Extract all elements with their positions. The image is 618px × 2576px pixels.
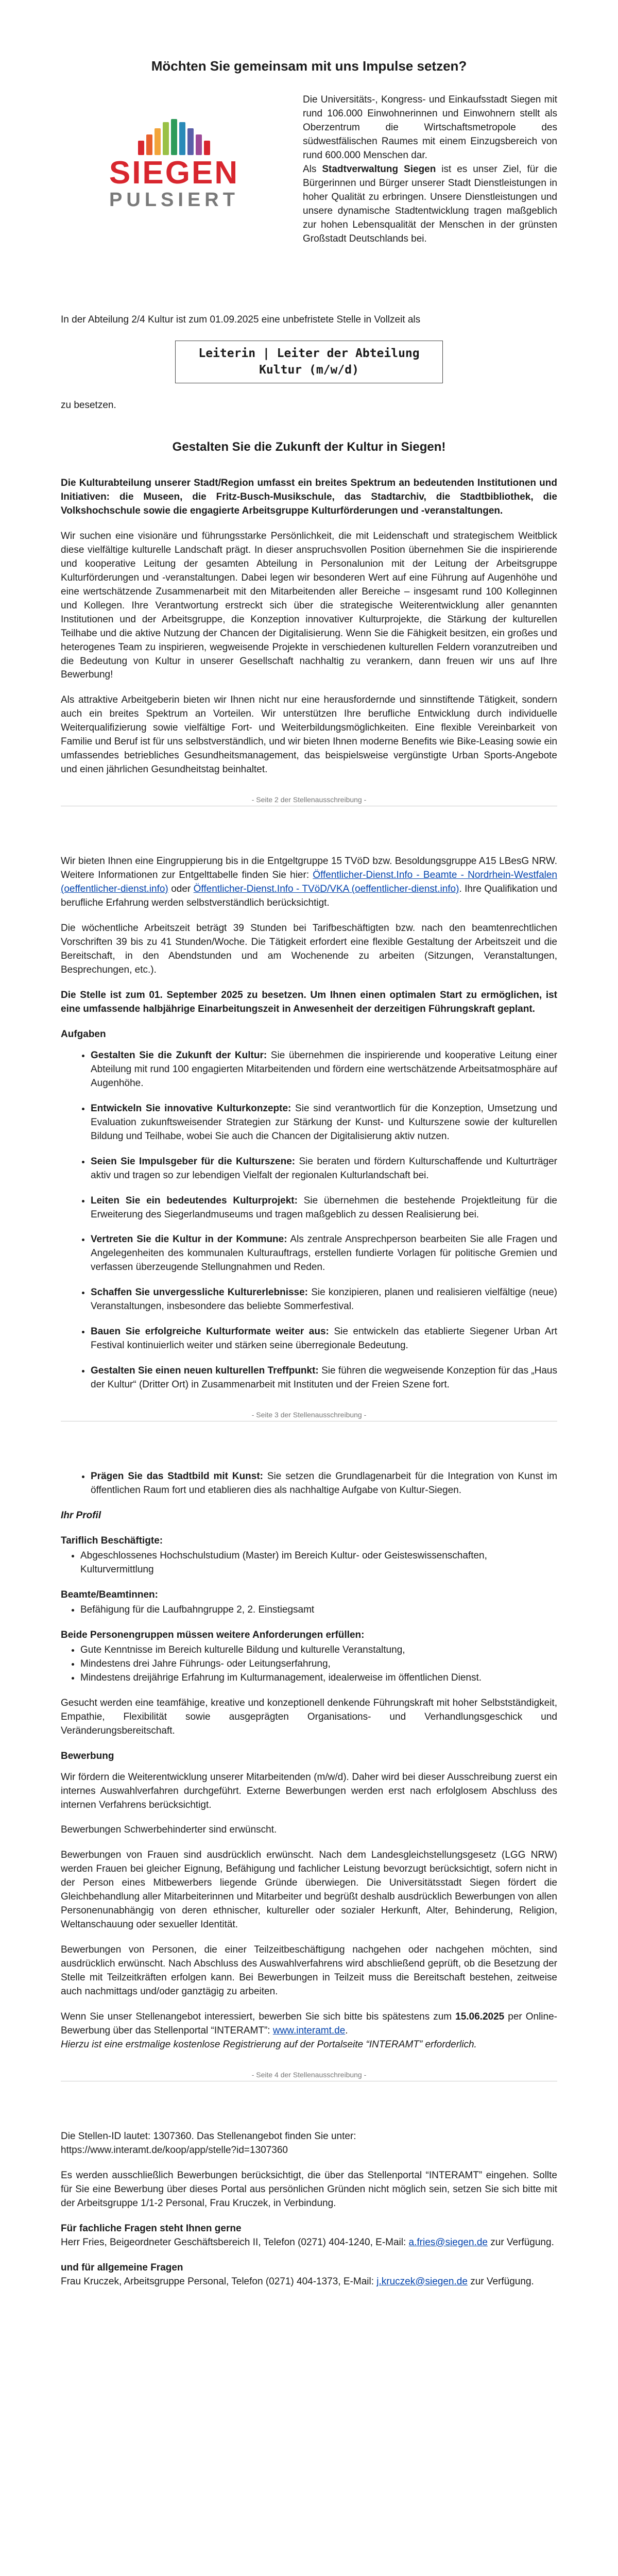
page-marker: - Seite 2 der Stellenausschreibung - [251, 795, 367, 804]
list-item: • Vertreten Sie die Kultur in der Kommune: Als zentrale Ansprechperson bearbeiten Sie alle Fragen und Angelegenheiten des kommunalen Kulturauftrags, erstellen fundierte Vorlagen für politische Gremien und verfassen überzeugende Stellungnahmen und Reden. [91, 1233, 557, 1275]
intro-paragraph-administration: Als Stadtverwaltung Siegen ist es unser Ziel, für die Bürgerinnen und Bürger unserer Stadt Dienstleistungen in hoher Qualität zu erbringen. Unsere Dienstleistungen und unsere dynamische Stadtentwicklung tragen maßgeblich zur hohen Lebensqualität der Menschen in der grünsten Großstadt Deutschlands bei. [303, 163, 557, 244]
logo-bar [138, 141, 144, 155]
list-item: • Abgeschlossenes Hochschulstudium (Master) im Bereich Kultur- oder Geisteswissenschaften, Kulturvermittlung [80, 1549, 557, 1577]
beamte-list [61, 1603, 557, 1617]
application-women-paragraph: Bewerbungen von Frauen sind ausdrücklich erwünscht. Nach dem Landesgleichstellungsgesetz (LGG NRW) werden Frauen bei gleicher Eignung, Befähigung und fachlicher Leistung bevorzugt berücksichtigt, sofern nicht in der Person eines Mitbewerbers liegende Gründe überwiegen. Die Universitätsstadt Siegen fördert die Gleichbehandlung aller Mitarbeiterinnen und Mitarbeiter und begrüßt deshalb ausdrücklich Bewerbungen von allen Personenunabhängig von deren ethnischer, kultureller oder sozialer Herkunft, Alter, Behinderung, Religion, Weltanschauung oder sexueller Identität. [61, 1850, 557, 1930]
application-heading: Bewerbung [61, 1750, 114, 1761]
contact-email-fries[interactable]: a.fries@siegen.de [408, 2236, 488, 2248]
application-disabled-paragraph: Bewerbungen Schwerbehinderter sind erwünscht. [61, 1824, 277, 1836]
siegen-logo [61, 93, 287, 246]
page-marker: - Seite 4 der Stellenausschreibung - [251, 2071, 367, 2079]
intro-section [61, 93, 557, 246]
portal-only-paragraph: Es werden ausschließlich Bewerbungen berücksichtigt, die über das Stellenportal “INTERAMT” eingehen. Sollte für Sie eine Bewerbung über dieses Portal aus persönlichen Gründen nicht möglich sein, setzen Sie sich bitte mit der Arbeitsgruppe 1/1-2 Personal, Frau Kruczek, in Verbindung. [61, 2170, 557, 2209]
employer-paragraph: Als attraktive Arbeitgeberin bieten wir Ihnen nicht nur eine herausfordernde und sinnstiftende Tätigkeit, sondern auch ein breites Spektrum an Vorteilen. Wir unterstützen Ihre berufliche Entwicklung durch individuelle Weiterqualifizierung sowie vielfältige Fort- und Weiterbildungsmöglichkeiten. Eine flexible Vereinbarkeit von Familie und Beruf ist für uns selbstverständlich, und wir bieten Ihnen moderne Benefits wie Bike-Leasing sowie ein umfassendes betriebliches Gesundheitsmanagement, das beispielsweise vergünstigte Urban Sports-Angebote und einen jährlichen Gesundheitstag beinhaltet. [61, 694, 557, 775]
contact-technical: Für fachliche Fragen steht Ihnen gerne Herr Fries, Beigeordneter Geschäftsbereich II, Telefon (0271) 404-1240, E-Mail: a.fries@siegen.de zur Verfügung. [61, 2223, 554, 2248]
logo-bar [154, 128, 161, 155]
application-parttime-paragraph: Bewerbungen von Personen, die einer Teilzeitbeschäftigung nachgehen oder nachgehen möchten, sind ausdrücklich erwünscht. Nach Abschluss des Auswahlverfahrens wird abschließend geprüft, ob die Besetzung der Stelle mit Teilzeitkräften erfolgen kann. Bei Bewerbungen in Teilzeit muss die Bereitschaft bestehen, zeitweise auch nachmittags und/oder ganztägig zu arbeiten. [61, 1944, 557, 1997]
subtitle: Gestalten Sie die Zukunft der Kultur in Siegen! [172, 439, 446, 454]
list-item: • Seien Sie Impulsgeber für die Kulturszene: Sie beraten und fördern Kulturschaffende und Kulturträger aktiv und tragen so zur lebendigen Vielfalt der regionalen Kulturlandschaft bei. [91, 1155, 557, 1183]
fill-line: zu besetzen. [61, 399, 116, 411]
profile-heading: Ihr Profil [61, 1510, 101, 1521]
list-item: • Gestalten Sie die Zukunft der Kultur: Sie übernehmen die inspirierende und kooperative Leitung einer Abteilung mit rund 100 engagierten Mitarbeitenden und fördern eine wertschätzende Arbeitsatmosphäre auf Augenhöhe. [91, 1049, 557, 1091]
logo-word: SIEGEN [109, 155, 239, 191]
personality-paragraph: Gesucht werden eine teamfähige, kreative und konzeptionell denkende Führungskraft mit hoher Selbstständigkeit, Empathie, Flexibilität sowie ausgeprägten Organisations- und Verhandlungsgeschick und Veränderungsbereitschaft. [61, 1697, 557, 1736]
list-item: • Gute Kenntnisse im Bereich kulturelle Bildung und kulturelle Veranstaltung, [80, 1643, 557, 1657]
list-item: • Mindestens drei Jahre Führungs- oder Leitungserfahrung, [80, 1657, 557, 1671]
department-intro: Die Kulturabteilung unserer Stadt/Region umfasst ein breites Spektrum an bedeutenden Institutionen und Initiativen: die Museen, die Fritz-Busch-Musikschule, das Stadtarchiv, die Stadtbibliothek, die Volkshochschule sowie die engagierte Arbeitsgruppe Kulturförderungen und -veranstaltungen. [61, 477, 557, 516]
hours-paragraph: Die wöchentliche Arbeitszeit beträgt 39 Stunden bei Tarifbeschäftigten bzw. nach den beamtenrechtlichen Vorschriften 39 bis zu 41 Stunden/Woche. Die Tätigkeit erfordert eine flexible Gestaltung der Arbeitszeit und die Bereitschaft, in den Abendstunden und am Wochenende zu arbeiten (Sitzungen, Veranstaltungen, Besprechungen, etc.). [61, 923, 557, 975]
application-deadline-paragraph: Wenn Sie unser Stellenangebot interessiert, bewerben Sie sich bitte bis spätestens zum 15.06.2025 per Online-Bewerbung über das Stellenportal “INTERAMT”: www.interamt.de. Hierzu ist eine erstmalige kostenlose Registrierung auf der Portalseite “INTERAMT” erforderlich. [61, 2011, 557, 2050]
job-title: Leiterin | Leiter der Abteilung Kultur (m/w/d) [175, 341, 443, 383]
logo-bar [179, 122, 185, 155]
logo-bar [196, 134, 202, 155]
list-item: • Befähigung für die Laufbahngruppe 2, 2. Einstiegsamt [80, 1603, 557, 1617]
logo-bar [171, 119, 177, 155]
logo-subword: PULSIERT [109, 189, 239, 211]
beamte-heading: Beamte/Beamtinnen: [61, 1589, 158, 1600]
tarif-heading: Tariflich Beschäftigte: [61, 1535, 163, 1546]
contact-email-kruczek[interactable]: j.kruczek@siegen.de [376, 2276, 468, 2287]
page-marker: - Seite 3 der Stellenausschreibung - [251, 1411, 367, 1419]
tarif-list [61, 1549, 557, 1577]
intro-paragraph-city: Die Universitäts-, Kongress- und Einkaufsstadt Siegen mit rund 106.000 Einwohnerinnen und Einwohnern stellt als Oberzentrum die Wirtschaftsmetropole des südwestfälischen Raumes mit einem Einzugsbereich von rund 600.000 Menschen dar. [303, 94, 557, 161]
department-line: In der Abteilung 2/4 Kultur ist zum 01.09.2025 eine unbefristete Stelle in Vollzeit als [61, 314, 421, 325]
page-heading: Möchten Sie gemeinsam mit uns Impulse setzen? [151, 58, 467, 74]
tasks-list-continued [61, 1470, 557, 1498]
job-url: https://www.interamt.de/koop/app/stelle?id=1307360 [61, 2144, 288, 2156]
tariff-link-beamte[interactable]: Öffentlicher-Dienst.Info - Beamte - Nordrhein-Westfalen (oeffentlicher-dienst.info) [61, 870, 557, 895]
list-item: • Schaffen Sie unvergessliche Kulturerlebnisse: Sie konzipieren, planen und realisieren vielfältige (neue) Veranstaltungen, insbesondere das beliebte Sommerfestival. [91, 1286, 557, 1314]
list-item: • Gestalten Sie einen neuen kulturellen Treffpunkt: Sie führen die wegweisende Konzeption für das „Haus der Kultur“ (Dritter Ort) in Zusammenarbeit mit Instituten und der Freien Szene fort. [91, 1364, 557, 1392]
contact-general: und für allgemeine Fragen Frau Kruczek, Arbeitsgruppe Personal, Telefon (0271) 404-1373, E-Mail: j.kruczek@siegen.de zur Verfügung. [61, 2262, 534, 2287]
tasks-list [61, 1049, 557, 1392]
logo-bars-icon [138, 119, 210, 155]
requirements-list [61, 1643, 557, 1685]
logo-bar [187, 128, 194, 155]
list-item: • Prägen Sie das Stadtbild mit Kunst: Sie setzen die Grundlagenarbeit für die Integration von Kunst im öffentlichen Raum fort und etablieren dies als nachhaltige Aufgabe von Kultur-Siegen. [91, 1470, 557, 1498]
logo-bar [163, 122, 169, 155]
logo-bar [146, 134, 152, 155]
interamt-link[interactable]: www.interamt.de [272, 2025, 346, 2037]
list-item: • Entwickeln Sie innovative Kulturkonzepte: Sie sind verantwortlich für die Konzeption, Umsetzung und Evaluation zukunftsweisender Strategien zur Stärkung der Kunst- und Kulturszene sowie der kulturellen Bildung und Teilhabe, wobei Sie auch die Chancen der Digitalisierung aktiv nutzen. [91, 1102, 557, 1144]
both-heading: Beide Personengruppen müssen weitere Anforderungen erfüllen: [61, 1629, 365, 1640]
start-paragraph: Die Stelle ist zum 01. September 2025 zu besetzen. Um Ihnen einen optimalen Start zu ermöglichen, ist eine umfassende halbjährige Einarbeitungszeit in Anwesenheit der derzeitigen Führungskraft geplant. [61, 989, 557, 1014]
job-id-paragraph: Die Stellen-ID lautet: 1307360. Das Stellenangebot finden Sie unter: https://www.interamt.de/koop/app/stelle?id=1307360 [61, 2130, 356, 2156]
tasks-heading: Aufgaben [61, 1028, 106, 1040]
list-item: • Mindestens dreijährige Erfahrung im Kulturmanagement, idealerweise im öffentlichen Dienst. [80, 1671, 557, 1685]
application-internal-paragraph: Wir fördern die Weiterentwicklung unserer Mitarbeitenden (m/w/d). Daher wird bei dieser Ausschreibung zuerst ein internes Auswahlverfahren durchgeführt. Externe Bewerbungen werden erst nach erfolglosem Abschluss des internen Verfahrens berücksichtigt. [61, 1771, 557, 1810]
pay-paragraph: Wir bieten Ihnen eine Eingruppierung bis in die Entgeltgruppe 15 TVöD bzw. Besoldungsgruppe A15 LBesG NRW. Weitere Informationen zur Entgelttabelle finden Sie hier: Öffentlicher-Dienst.Info - Beamte - Nordrhein-Westfalen (oeffentlicher-dienst.info) oder Öffentlicher-Dienst.Info - TVöD/VKA (oeffentlicher-dienst.info). Ihre Qualifikation und berufliche Erfahrung werden selbstverständlich berücksichtigt. [61, 856, 557, 909]
list-item: • Bauen Sie erfolgreiche Kulturformate weiter aus: Sie entwickeln das etablierte Siegener Urban Art Festival kontinuierlich weiter und stärken seine überregionale Bedeutung. [91, 1325, 557, 1353]
logo-bar [204, 141, 210, 155]
list-item: • Leiten Sie ein bedeutendes Kulturprojekt: Sie übernehmen die bestehende Projektleitung für die Erweiterung des Siegerlandmuseums und tragen maßgeblich zu dessen Realisierung bei. [91, 1194, 557, 1222]
intro-text [303, 93, 557, 246]
tariff-link-tvoed[interactable]: Öffentlicher-Dienst.Info - TVöD/VKA (oeffentlicher-dienst.info) [193, 884, 459, 895]
page-bottom-space [61, 2300, 557, 2576]
search-paragraph: Wir suchen eine visionäre und führungsstarke Persönlichkeit, die mit Leidenschaft und strategischem Weitblick diese vielfältige kulturelle Landschaft prägt. In dieser anspruchsvollen Position übernehmen Sie die inspirierende und kooperative Leitung der gesamten Abteilung in Personalunion mit der Leitung der Arbeitsgruppe Kulturförderungen und -veranstaltungen. Dabei legen wir besonderen Wert auf eine Führung auf Augenhöhe und eine wertschätzende Zusammenarbeit mit den Mitarbeitenden aller Bereiche – insgesamt rund 100 Kolleginnen und Kollegen. Ihre Verantwortung erstreckt sich über die strategische Weiterentwicklung aller genannten Institutionen und der Arbeitsgruppe, die Konzeption innovativer Kulturprojekte, die Stärkung der kulturellen Teilhabe und die aktive Nutzung der Chancen der Digitalisierung. Wenn Sie die Fähigkeit besitzen, ein großes und heterogenes Team zu inspirieren, wegweisende Projekte in verschiedenen kulturellen Feldern voranzutreiben und die Bedeutung von Kultur in unserer Gesellschaft nachhaltig zu verankern, dann freuen wir uns auf Ihre Bewerbung! [61, 530, 557, 681]
